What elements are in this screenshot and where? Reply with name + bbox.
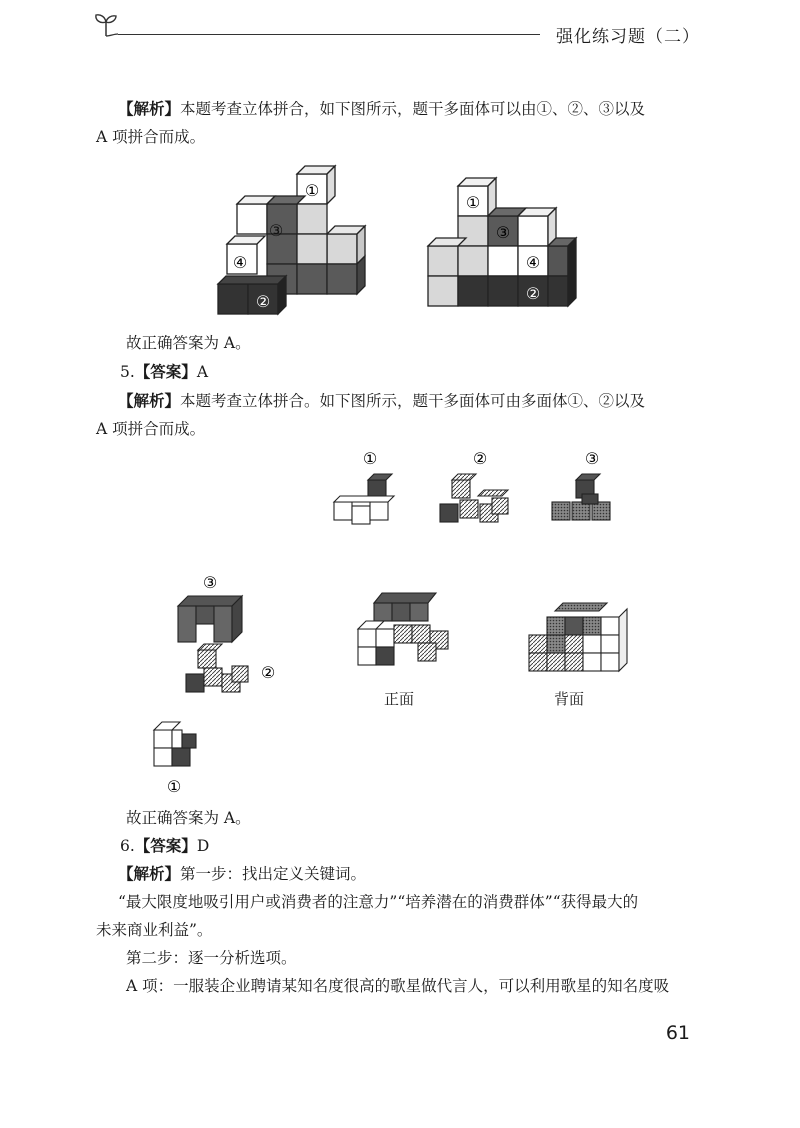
q5-answer: 5.【答案】A (120, 363, 209, 381)
header-rule (118, 34, 540, 35)
q6-analysis-line: 【解析】第一步：找出定义关键词。 (118, 865, 367, 883)
q6-answer: 6.【答案】D (120, 837, 210, 855)
q5-conclusion: 故正确答案为 A。 (126, 809, 251, 827)
q6-option-a: A 项：一服装企业聘请某知名度很高的歌星做代言人，可以利用歌星的知名度吸 (126, 977, 670, 995)
q4-right-label-3: ③ (495, 223, 511, 242)
sprout-icon (92, 12, 120, 38)
q5-back-caption: 背面 (554, 690, 585, 708)
header-title: 强化练习题（二） (556, 27, 700, 47)
q5-analysis-line2: A 项拼合而成。 (96, 420, 206, 438)
page-number: 61 (665, 1022, 690, 1044)
q5-front-figure (348, 585, 458, 685)
q5-piece-label-3: ③ (584, 449, 600, 468)
q5-front-caption: 正面 (384, 690, 415, 708)
q6-quote-line1: “最大限度地吸引用户或消费者的注意力”“培养潜在的消费群体”“获得最大的 (118, 893, 639, 911)
q5-piece-label-2: ② (472, 449, 488, 468)
q4-conclusion: 故正确答案为 A。 (126, 334, 251, 352)
q5-exploded-label-3: ③ (202, 573, 218, 592)
q5-analysis-line1: 【解析】本题考查立体拼合。如下图所示，题干多面体可由多面体①、②以及 (118, 392, 646, 410)
q4-right-label-1: ① (465, 193, 481, 212)
q5-pieces-figure (320, 440, 620, 540)
q4-right-label-2: ② (525, 284, 541, 303)
q4-left-label-2: ② (255, 292, 271, 311)
q4-figure-right (425, 172, 590, 317)
q5-back-figure (525, 595, 635, 685)
q4-analysis-line1: 【解析】本题考查立体拼合，如下图所示，题干多面体可以由①、②、③以及 (118, 100, 646, 118)
q4-left-label-1: ① (304, 181, 320, 200)
q5-exploded-label-1: ① (166, 777, 182, 796)
q4-analysis-line2: A 项拼合而成。 (96, 128, 206, 146)
q5-exploded-figure (140, 570, 300, 800)
q6-step2: 第二步：逐一分析选项。 (126, 949, 297, 967)
q4-left-label-3: ③ (268, 221, 284, 240)
q4-left-label-4: ④ (232, 253, 248, 272)
q4-figure-left (210, 160, 380, 325)
q4-right-label-4: ④ (525, 253, 541, 272)
q6-quote-line2: 未来商业利益”。 (96, 921, 213, 939)
q4-analysis-label: 【解析】 (118, 100, 181, 118)
q5-exploded-label-2: ② (260, 663, 276, 682)
q5-piece-label-1: ① (362, 449, 378, 468)
